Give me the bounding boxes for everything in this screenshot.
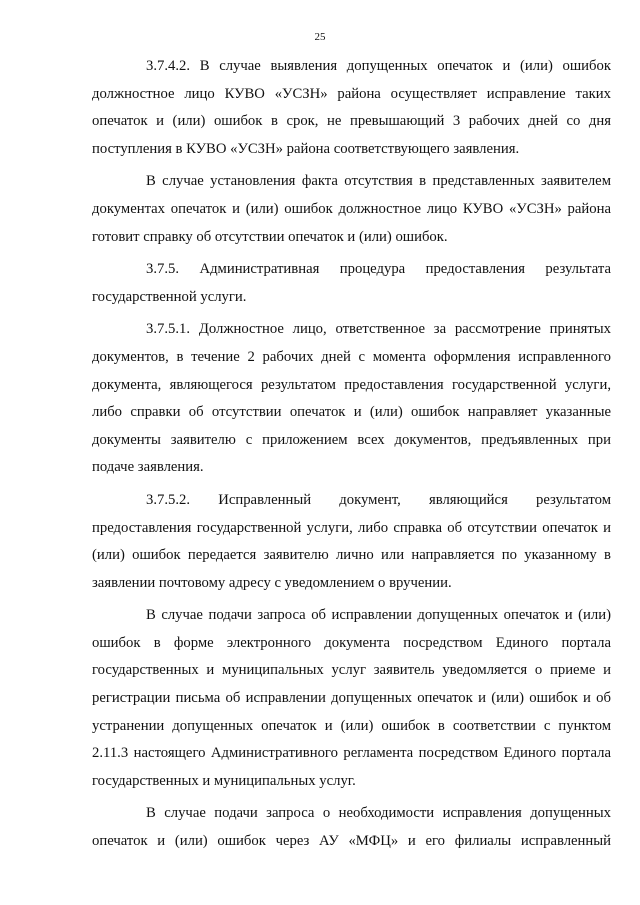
paragraph-mfc-request: В случае подачи запроса о необходимости исправления допущенных опечаток и (или) ошибок через АУ «МФЦ» и его филиалы исправленный xyxy=(92,805,611,850)
document-body xyxy=(92,53,611,861)
paragraph-3-7-5: 3.7.5. Административная процедура предоставления результата государственной услуги. xyxy=(92,261,611,305)
paragraph-electronic-request: В случае подачи запроса об исправлении допущенных опечаток и (или) ошибок в форме электронного документа посредством Единого портала государственных и муниципальных услуг заявитель уведомляется о приеме и регистрации письма об исправлении допущенных опечаток и (или) ошибок и об устранении допущенных опечаток и (или) ошибок в соответствии с пунктом 2.11.3 настоящего Административного регламента посредством Единого портала государственных и муниципальных услуг. xyxy=(92,607,611,789)
paragraph-absence-of-errors: В случае установления факта отсутствия в представленных заявителем документах опечаток и (или) ошибок должностное лицо КУВО «УСЗН» района готовит справку об отсутствии опечаток и (или) ошибок. xyxy=(92,173,611,245)
page-number: 25 xyxy=(314,31,326,43)
paragraph-3-7-5-1: 3.7.5.1. Должностное лицо, ответственное за рассмотрение принятых документов, в течение 2 рабочих дней с момента оформления исправленного документа, являющегося результатом предоставления государственной услуги, либо справки об отсутствии опечаток и (или) ошибок направляет указанные документы заявителю с приложением всех документов, предъявленных при подаче заявления. xyxy=(92,321,611,476)
paragraph-3-7-5-2: 3.7.5.2. Исправленный документ, являющийся результатом предоставления государственной услуги, либо справка об отсутствии опечаток и (или) ошибок передается заявителю лично или направляется по указанному в заявлении почтовому адресу с уведомлением о вручении. xyxy=(92,491,611,591)
paragraph-3-7-4-2: 3.7.4.2. В случае выявления допущенных опечаток и (или) ошибок должностное лицо КУВО «УСЗН» района осуществляет исправление таких опечаток и (или) ошибок в срок, не превышающий 3 рабочих дней со дня поступления в КУВО «УСЗН» района соответствующего заявления. xyxy=(92,58,611,157)
